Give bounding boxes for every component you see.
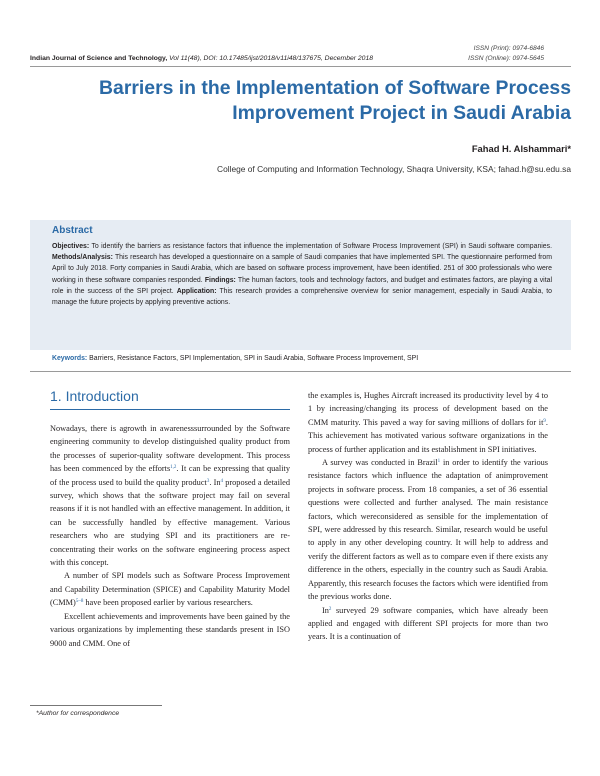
author-affiliation: College of Computing and Information Technology, Shaqra University, KSA; fahad.h@su.edu.sa	[217, 164, 571, 174]
abstract-body	[52, 241, 552, 308]
keywords-text: Barriers, Resistance Factors, SPI Implementation, SPI in Saudi Arabia, Software Process Improvement, SPI	[89, 355, 419, 362]
issn-online: ISSN (Online): 0974-5645	[468, 55, 544, 62]
header-rule	[30, 66, 571, 67]
application-label: Application:	[176, 287, 217, 295]
application-text: This research provides a comprehensive overview for senior management, especially in Saudi Arabia, to manage the future projects by applying preventive actions.	[52, 287, 552, 307]
body-column-left	[50, 422, 290, 650]
keywords-rule	[30, 371, 571, 372]
journal-name: Indian Journal of Science and Technology,	[30, 55, 168, 62]
citation-ref[interactable]: 1	[437, 459, 441, 465]
footnote-rule	[30, 705, 162, 706]
footnote-correspondence: *Author for correspondence	[36, 710, 120, 717]
findings-text: The human factors, tools and technology factors, and budget and estimates factors, are playing a vital role in the success of the SPI project.	[52, 276, 552, 295]
section-heading-introduction: 1. Introduction	[50, 388, 139, 404]
paragraph: In$^2$ surveyed 29 software companies, which have already been applied and engaged with different SPI projects for more than two years. It is a continuation of	[308, 605, 548, 642]
keywords-label: Keywords:	[52, 355, 88, 362]
findings-label: Findings:	[204, 276, 236, 284]
citation-ref[interactable]: 3	[206, 478, 210, 484]
keywords	[52, 355, 592, 362]
objectives-text: To identify the barriers as resistance factors that influence the implementation of Software Process Improvement (SPI) in Saudi software companies.	[91, 243, 552, 250]
issn-print: ISSN (Print): 0974-6846	[473, 45, 544, 52]
citation-ref[interactable]: 9	[543, 418, 546, 424]
paragraph: A survey was conducted in Brazil$^1$ in order to identify the various resistance factors which influence the adaptation of animprovement projects in software process. From 18 companies, a set of 36 essential questions were collected and further analysed. The main resistance factors, which wereconsidered as sensible for the implementation of SPI, were addressed by this research. Similar, research would be useful to apply in any other developing country. It will help to address and verify the different factors as well as to compare even if there exists any difference in the others, especially in the country such as Saudi Arabia. Apparently, this research focuses the factors which were identified from the previous works done.	[308, 458, 548, 602]
paragraph: Excellent achievements and improvements have been gained by the various organizations by implementing these standards present in ISO 9000 and CMM. One of	[50, 611, 290, 648]
citation-ref[interactable]: 2	[328, 606, 332, 612]
journal-volume-doi: Vol 11(48), DOI: 10.17485/ijst/2018/v11i48/137675, December 2018	[169, 55, 374, 62]
title-line-2: Improvement Project in Saudi Arabia	[232, 102, 571, 124]
methods-label: Methods/Analysis:	[52, 254, 113, 262]
journal-citation	[30, 55, 373, 62]
author-name: Fahad H. Alshammari*	[471, 143, 571, 154]
citation-ref[interactable]: 1,2	[170, 465, 177, 471]
page-title	[31, 76, 571, 126]
paragraph: the examples is, Hughes Aircraft increased its productivity level by 4 to 1 by increasing/changing its process of development based on the CMM maturity. This paved a way for saving millions of dollars for $it^9$. This achievement has motivated various software organizations in the process of further application and its establishment in SPI initiatives.	[308, 391, 548, 454]
paragraph: Nowadays, there is agrowth in awarenesssurrounded by the Software engineering community to develop distinguished quality product from the processes of superior-quality software development. This process has been commenced by the efforts$^{1,2}$. It can be expressing that quality of the process used to build the quality product$^3$. In$^4$ proposed a detailed survey, which shows that the software project may fail on several reasons if it is not handled with an effective management. In addition, it can be successfully handled by effective management. Various researchers who are studying SPI and its practitioners are re-concentrating their works on the software engineering process aspect with this concept.	[50, 424, 291, 568]
objectives-label: Objectives:	[52, 243, 90, 250]
section-heading-rule	[50, 409, 290, 410]
abstract-heading: Abstract	[52, 225, 93, 236]
body-column-right	[308, 389, 548, 644]
methods-text: This research has developed a questionnaire on a sample of Saudi companies that have implemented SPI. The questionnaire performed from April to July 2018. Forty companies in Saudi Arabia, which are based on software process improvement, have been identified. 251 of 300 professionals who were working in these software companies responded.	[52, 254, 552, 284]
citation-ref[interactable]: 4	[220, 478, 224, 484]
title-line-1: Barriers in the Implementation of Software Process	[99, 77, 571, 99]
paragraph: A number of SPI models such as Software Process Improvement and Capability Determination (SPICE) and Capability Maturity Model (CMM)$^{5-8}$ have been proposed earlier by various researchers.	[50, 571, 290, 608]
citation-ref[interactable]: 5–8	[75, 599, 84, 605]
